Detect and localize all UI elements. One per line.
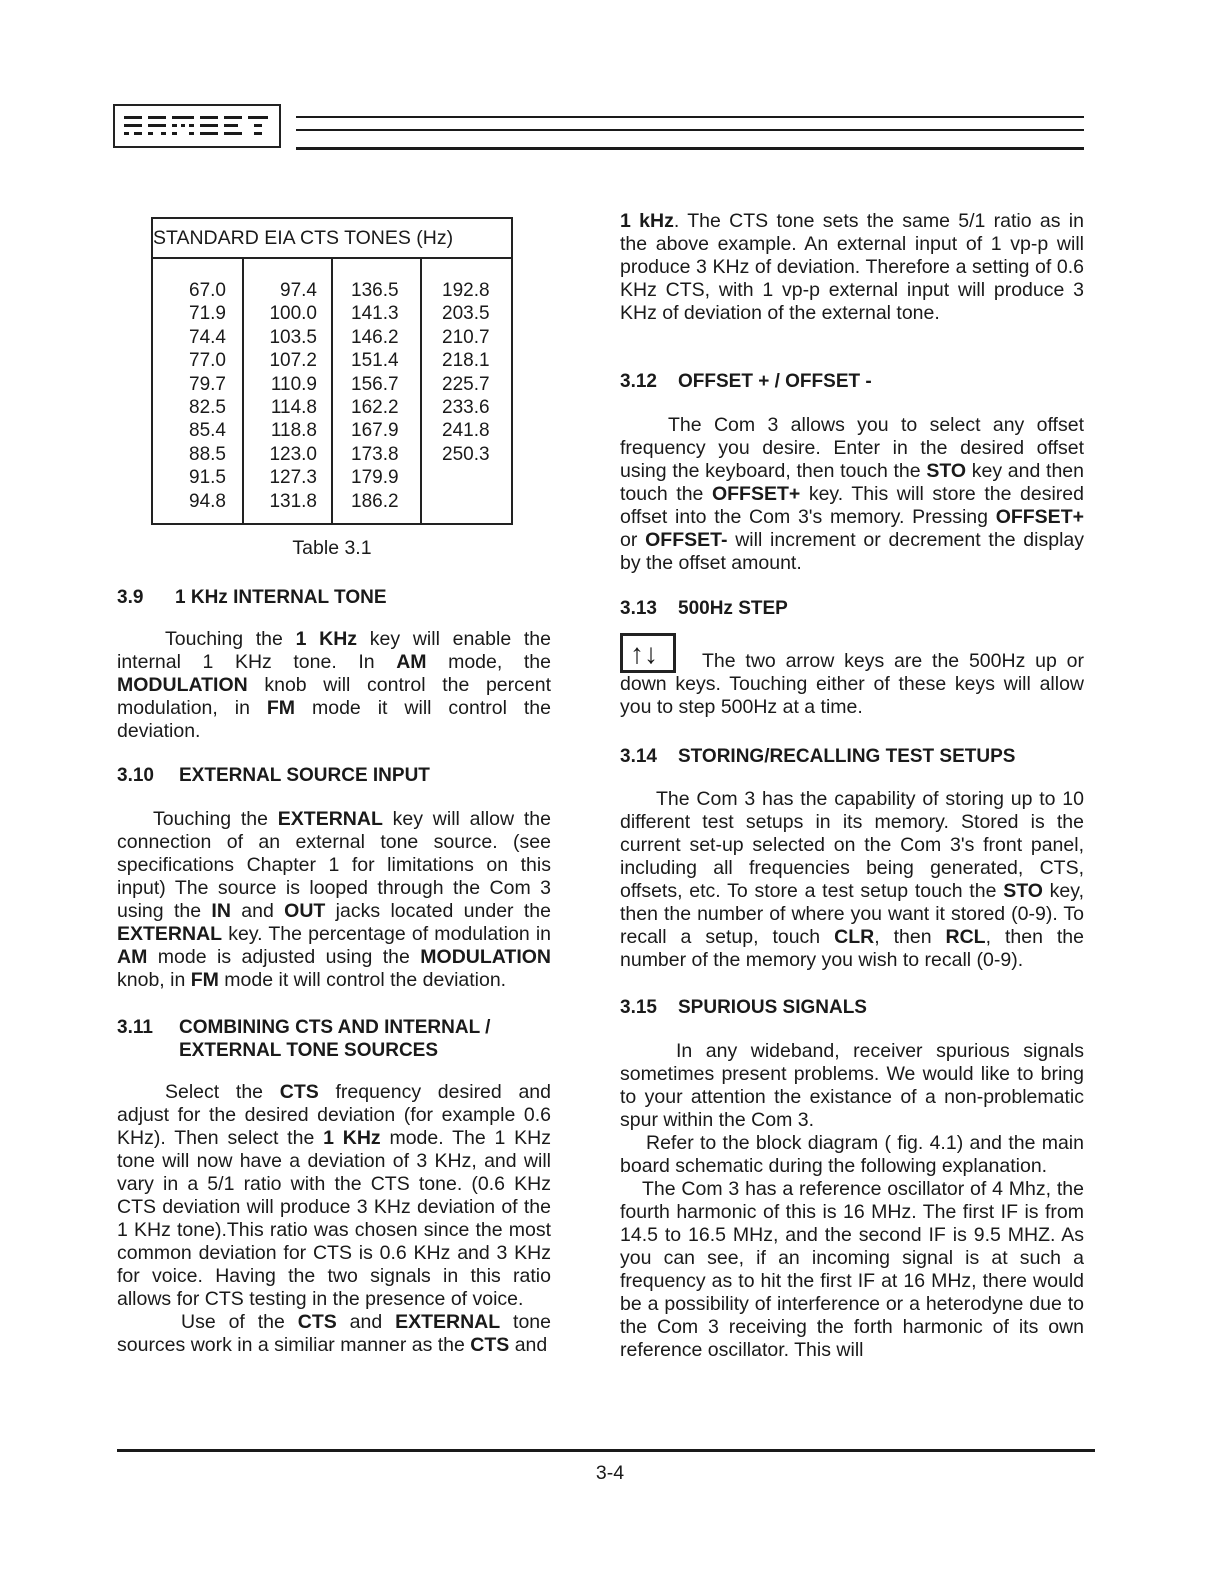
table-cell: 97.4 bbox=[280, 280, 317, 301]
section-3-15-paragraph-1: In any wideband, receiver spurious signals sometimes present problems. We would like to bring to your attention the existance of a non-problematic spur within the Com 3. bbox=[620, 1040, 1084, 1131]
table-cell: 107.2 bbox=[269, 350, 317, 372]
bold-term: CLR bbox=[834, 926, 875, 948]
section-3-10-paragraph bbox=[117, 808, 551, 992]
section-3-9-heading bbox=[117, 586, 551, 609]
table-cell: 85.4 bbox=[189, 420, 226, 442]
bold-term: CTS bbox=[279, 1081, 319, 1103]
text-run: The Com 3 has the capability of storing up to 10 different test setups in its memory. Stored is the current set-up selected on the Com 3's front panel, including all frequencies being generated, CTS, offsets, etc. To store a test setup touch the bbox=[620, 788, 1084, 902]
section-number: 3.12 bbox=[620, 371, 657, 392]
table-cell: 82.5 bbox=[189, 396, 226, 418]
section-title-line2: EXTERNAL TONE SOURCES bbox=[179, 1040, 439, 1061]
section-title-line1: COMBINING CTS AND INTERNAL / bbox=[179, 1017, 491, 1038]
section-3-12-heading bbox=[620, 370, 1084, 393]
section-3-9-paragraph bbox=[117, 628, 551, 743]
bold-term: MODULATION bbox=[420, 946, 551, 968]
table-column-4 bbox=[422, 259, 511, 523]
text-run: Select the bbox=[165, 1081, 280, 1103]
table-column-2 bbox=[244, 259, 333, 523]
table-cell: 110.9 bbox=[270, 373, 317, 395]
ramsey-logo bbox=[113, 104, 281, 148]
table-cell: 77.0 bbox=[189, 350, 226, 372]
text-run: mode, the bbox=[426, 651, 551, 673]
footer-rule bbox=[117, 1449, 1095, 1452]
text-run: key. The percentage of modulation in bbox=[222, 923, 551, 945]
bold-term: 1 KHz bbox=[323, 1127, 381, 1149]
table-body bbox=[153, 259, 511, 523]
table-cell: 225.7 bbox=[442, 373, 490, 395]
table-cell: 162.2 bbox=[351, 396, 399, 418]
table-cell: 186.2 bbox=[351, 490, 399, 512]
section-title: EXTERNAL SOURCE INPUT bbox=[179, 765, 430, 786]
text-run: knob will control the percent modulation, in bbox=[117, 674, 551, 719]
section-3-15-paragraph-2: Refer to the block diagram ( fig. 4.1) and the main board schematic during the following explanation. bbox=[620, 1132, 1084, 1177]
section-number: 3.15 bbox=[620, 997, 657, 1018]
section-number: 3.13 bbox=[620, 598, 657, 619]
section-3-12-paragraph bbox=[620, 414, 1084, 575]
bold-term: FM bbox=[190, 969, 219, 991]
table-cell: 203.5 bbox=[442, 303, 490, 325]
text-run: . The CTS tone sets the same 5/1 ratio as in the above example. An external input of 1 vp-p will produce 3 KHz of deviation. Therefore a setting of 0.6 KHz CTS, with 1 vp-p external input will produce 3 KHz of deviation of the external tone. bbox=[620, 210, 1084, 324]
bold-term: RCL bbox=[945, 926, 986, 948]
table-cell: 71.9 bbox=[189, 303, 226, 325]
table-cell: 210.7 bbox=[442, 326, 490, 348]
text-run: key. This will store the desired offset into the Com 3's memory. Pressing bbox=[620, 483, 1084, 528]
bold-term: AM bbox=[117, 946, 148, 968]
table-cell: 241.8 bbox=[442, 420, 490, 442]
bold-term: OFFSET- bbox=[645, 529, 728, 551]
table-cell: 88.5 bbox=[189, 443, 226, 465]
table-cell: 118.8 bbox=[270, 420, 317, 442]
up-down-arrow-icon bbox=[620, 633, 676, 673]
table-cell: 114.8 bbox=[270, 396, 317, 418]
table-cell: 156.7 bbox=[351, 373, 399, 395]
table-cell: 218.1 bbox=[442, 350, 490, 372]
table-cell: 67.0 bbox=[189, 280, 226, 301]
paragraph-text: The two arrow keys are the 500Hz up or down keys. Touching either of these keys will allow you to step 500Hz at a time. bbox=[620, 650, 1084, 718]
table-cell: 151.4 bbox=[351, 350, 399, 372]
table-cell: 127.3 bbox=[269, 467, 317, 489]
text-run: knob, in bbox=[117, 969, 191, 991]
left-column bbox=[117, 586, 551, 1357]
text-run: Use of the bbox=[181, 1311, 298, 1333]
table-cell: 233.6 bbox=[442, 396, 490, 418]
table-cell: 173.8 bbox=[351, 443, 399, 465]
header-rule-bottom bbox=[296, 147, 1084, 150]
table-title: STANDARD EIA CTS TONES (Hz) bbox=[153, 219, 511, 259]
section-title: 500Hz STEP bbox=[678, 598, 788, 619]
section-3-14-heading bbox=[620, 745, 1084, 768]
table-cell: 141.3 bbox=[351, 303, 399, 325]
cts-tones-table bbox=[151, 217, 513, 525]
text-run: key will enable the internal 1 KHz tone. In bbox=[117, 628, 551, 673]
bold-term: 1 KHz bbox=[295, 628, 358, 650]
section-number: 3.10 bbox=[117, 765, 154, 786]
section-3-13-heading bbox=[620, 597, 1084, 620]
bold-term: OFFSET+ bbox=[995, 506, 1084, 528]
bold-term: OUT bbox=[284, 900, 326, 922]
text-run: and bbox=[336, 1311, 396, 1333]
section-3-11-paragraph-1 bbox=[117, 1081, 551, 1311]
table-column-1 bbox=[153, 259, 244, 523]
section-3-15-paragraph-3: The Com 3 has a reference oscillator of 4 Mhz, the fourth harmonic of this is 16 MHz. The first IF is from 14.5 to 16.5 MHz, and the second IF is 9.5 MHZ. As you can see, if an incoming signal is at such a frequency as to hit the first IF at 16 MHz, there would be a possibility of interference or a heterodyne due to the Com 3 receiving the forth harmonic of its own reference oscillator. This will bbox=[620, 1178, 1084, 1361]
text-run: mode. The 1 KHz tone will now have a deviation of 3 KHz, and will vary in a 5/1 ratio with the CTS tone. (0.6 KHz CTS deviation will produce 3 KHz deviation of the 1 KHz tone).This ratio was chosen since the most common deviation for CTS is 0.6 KHz and 3 KHz for voice. Having the two signals in this ratio allows for CTS testing in the presence of voice. bbox=[117, 1127, 551, 1310]
table-cell: 136.5 bbox=[351, 280, 399, 301]
text-run: will increment or decrement the display by the offset amount. bbox=[620, 529, 1084, 574]
text-run: key will allow the connection of an external tone source. (see specifications Chapter 1 for limitations on this input) The source is looped through the Com 3 using the bbox=[117, 808, 551, 922]
section-3-11-paragraph-2 bbox=[117, 1311, 551, 1357]
bold-term: AM bbox=[396, 651, 427, 673]
header-rule-top bbox=[296, 116, 1084, 118]
bold-term: 1 kHz bbox=[620, 210, 674, 232]
text-run: tone sources work in a similiar manner as the bbox=[117, 1311, 552, 1356]
text-run: mode it will control the deviation. bbox=[117, 697, 552, 742]
bold-term: STO bbox=[926, 460, 967, 482]
section-title: STORING/RECALLING TEST SETUPS bbox=[678, 746, 1016, 767]
table-cell: 100.0 bbox=[269, 303, 317, 325]
text-run: jacks located under the bbox=[325, 900, 551, 922]
header-rule-mid bbox=[296, 129, 1084, 131]
table-cell: 123.0 bbox=[269, 443, 317, 465]
table-cell: 167.9 bbox=[351, 420, 399, 442]
table-cell: 91.5 bbox=[189, 467, 226, 489]
text-run: and bbox=[230, 900, 285, 922]
arrow-glyph: ↑↓ bbox=[630, 638, 658, 669]
bold-term: EXTERNAL bbox=[277, 808, 383, 830]
continued-paragraph bbox=[620, 210, 1084, 325]
table-cell: 192.8 bbox=[442, 280, 490, 301]
bold-term: OFFSET+ bbox=[711, 483, 801, 505]
section-3-14-paragraph bbox=[620, 788, 1084, 972]
table-caption: Table 3.1 bbox=[292, 537, 372, 559]
bold-term: EXTERNAL bbox=[117, 923, 223, 945]
table-cell: 103.5 bbox=[269, 326, 317, 348]
bold-term: CTS bbox=[297, 1311, 337, 1333]
section-3-10-heading bbox=[117, 764, 551, 787]
table-cell: 79.7 bbox=[189, 373, 226, 395]
section-number: 3.11 bbox=[117, 1017, 153, 1038]
text-run: and bbox=[509, 1334, 548, 1356]
page-number: 3-4 bbox=[595, 1462, 625, 1484]
bold-term: EXTERNAL bbox=[395, 1311, 501, 1333]
table-cell: 74.4 bbox=[189, 326, 226, 348]
text-run: , then bbox=[874, 926, 946, 948]
text-run: frequency desired and adjust for the desired deviation (for example 0.6 KHz). Then select the bbox=[117, 1081, 551, 1149]
section-title: 1 KHz INTERNAL TONE bbox=[175, 587, 387, 608]
table-cell: 146.2 bbox=[351, 326, 399, 348]
text-run: mode it will control the deviation. bbox=[218, 969, 507, 991]
section-title: SPURIOUS SIGNALS bbox=[678, 997, 867, 1018]
section-3-15-heading bbox=[620, 996, 1084, 1019]
section-3-11-heading bbox=[117, 1016, 551, 1062]
bold-term: CTS bbox=[470, 1334, 510, 1356]
right-column bbox=[620, 210, 1084, 1362]
text-run: key and then touch the bbox=[620, 460, 1084, 505]
bold-term: MODULATION bbox=[117, 674, 248, 696]
table-cell: 179.9 bbox=[351, 467, 399, 489]
bold-term: IN bbox=[211, 900, 231, 922]
text-run: Touching the bbox=[153, 808, 278, 830]
logo-lettering-icon bbox=[122, 112, 272, 140]
section-number: 3.14 bbox=[620, 746, 657, 767]
text-run: The Com 3 allows you to select any offset frequency you desire. Enter in the desired offset using the keyboard, then touch the bbox=[620, 414, 1084, 482]
bold-term: FM bbox=[266, 697, 296, 719]
table-cell: 94.8 bbox=[189, 490, 226, 512]
text-run: , then the number of the memory you wish to recall (0-9). bbox=[620, 926, 1084, 971]
table-cell: 250.3 bbox=[442, 443, 490, 465]
bold-term: STO bbox=[1003, 880, 1043, 902]
text-run: or bbox=[620, 529, 646, 551]
section-title: OFFSET + / OFFSET - bbox=[678, 371, 872, 392]
section-number: 3.9 bbox=[117, 587, 144, 608]
text-run: mode is adjusted using the bbox=[147, 946, 421, 968]
section-3-13-paragraph bbox=[620, 633, 1084, 719]
table-column-3 bbox=[333, 259, 422, 523]
text-run: key, then the number of where you want it stored (0-9). To recall a setup, touch bbox=[620, 880, 1084, 948]
table-cell: 131.8 bbox=[269, 490, 317, 512]
text-run: Touching the bbox=[165, 628, 296, 650]
